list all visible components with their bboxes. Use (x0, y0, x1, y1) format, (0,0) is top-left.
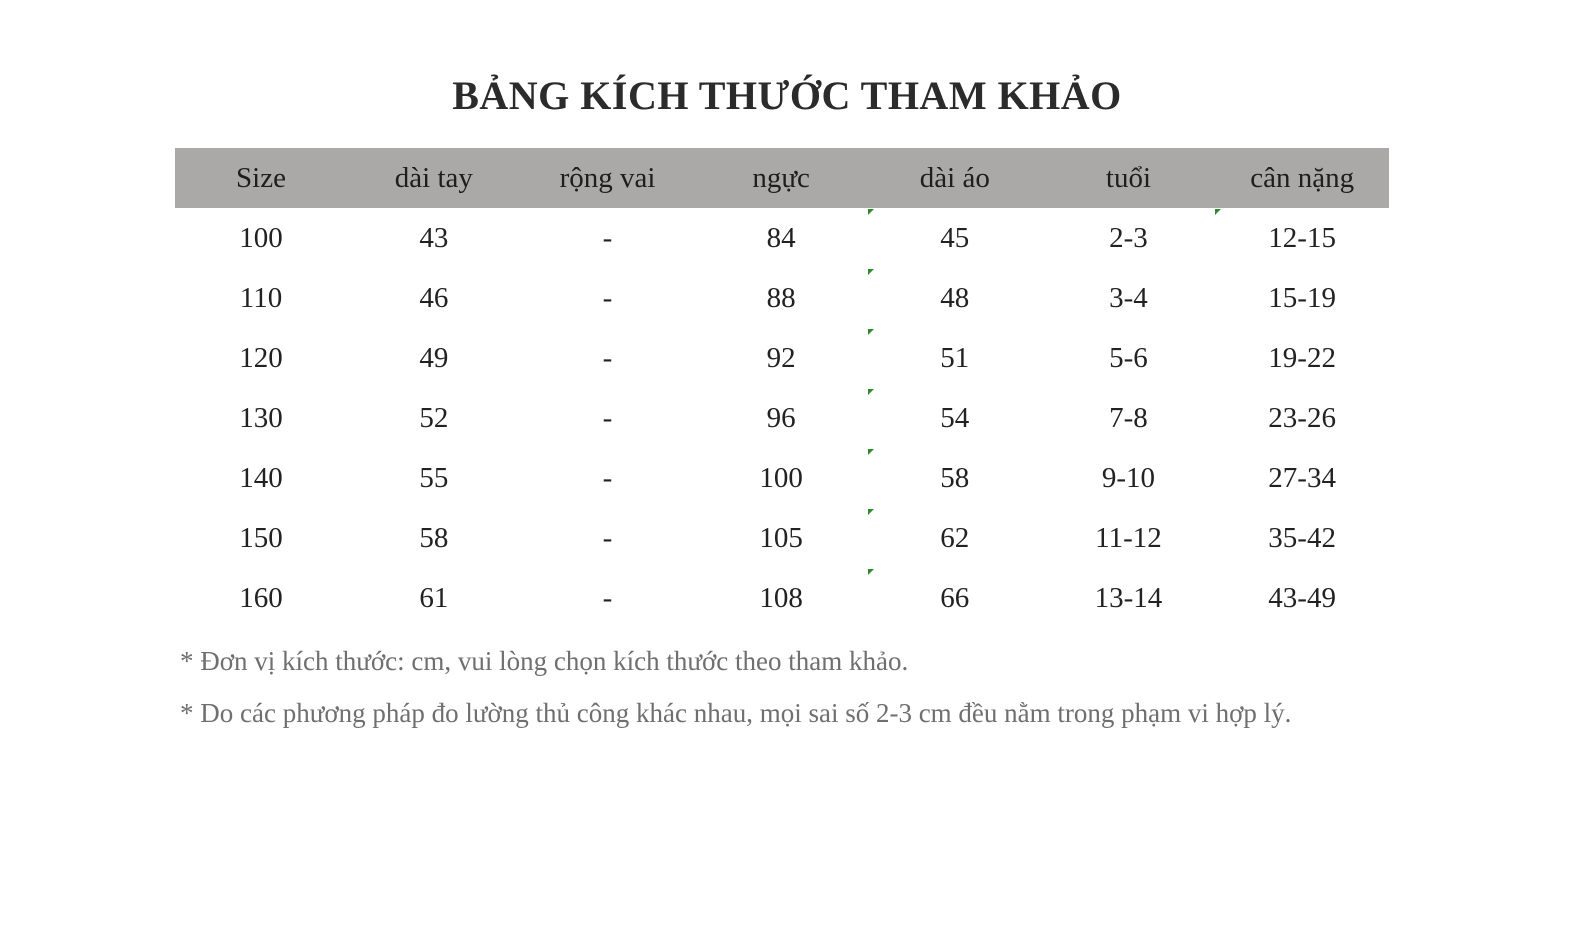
cell-age: 5-6 (1109, 341, 1148, 374)
cell-age: 2-3 (1109, 221, 1148, 254)
cell-age: 13-14 (1094, 581, 1163, 614)
size-chart-table (175, 148, 1389, 628)
cell-chest: 92 (766, 341, 796, 374)
cell-size: 110 (239, 281, 283, 314)
cell-shoulder-width: - (602, 581, 613, 614)
cell-chest: 108 (759, 581, 803, 614)
header-shoulder-width: rộng vai (521, 148, 695, 208)
cell-sleeve-length: 55 (419, 461, 449, 494)
cell-shirt-length-value: 62 (940, 521, 970, 554)
cell-chest: 96 (766, 401, 796, 434)
cell-shirt-length (868, 328, 1042, 388)
cell-shoulder-width: - (602, 521, 613, 554)
corner-marker (868, 209, 874, 215)
page-title: BẢNG KÍCH THƯỚC THAM KHẢO (452, 73, 1122, 118)
cell-sleeve-length: 52 (419, 401, 449, 434)
cell-weight: 43-49 (1268, 581, 1336, 614)
cell-chest: 100 (759, 461, 803, 494)
corner-marker (868, 269, 874, 275)
cell-sleeve-length: 46 (419, 281, 449, 314)
cell-shirt-length-value: 66 (940, 581, 970, 614)
header-chest: ngực (694, 148, 868, 208)
corner-marker (868, 329, 874, 335)
cell-chest: 105 (759, 521, 803, 554)
cell-weight: 15-19 (1268, 281, 1336, 314)
unit-note: * Đơn vị kích thước: cm, vui lòng chọn kích thước theo tham khảo. (180, 646, 909, 676)
cell-sleeve-length: 49 (419, 341, 449, 374)
cell-size: 100 (239, 221, 283, 254)
corner-marker (868, 509, 874, 515)
cell-shirt-length-value: 54 (940, 401, 970, 434)
cell-shirt-length-value: 58 (940, 461, 970, 494)
cell-shirt-length-value: 45 (940, 221, 970, 254)
cell-weight: 35-42 (1268, 521, 1336, 554)
cell-age: 9-10 (1101, 461, 1156, 494)
cell-shirt-length (868, 388, 1042, 448)
cell-shoulder-width: - (602, 221, 613, 254)
cell-size: 150 (239, 521, 283, 554)
cell-size: 140 (239, 461, 283, 494)
header-size: Size (175, 148, 347, 208)
cell-weight-value: 12-15 (1268, 221, 1336, 254)
cell-shoulder-width: - (602, 401, 613, 434)
header-weight: cân nặng (1215, 148, 1389, 208)
cell-weight (1215, 208, 1389, 268)
cell-shirt-length-value: 51 (940, 341, 970, 374)
header-age: tuổi (1042, 148, 1216, 208)
cell-shirt-length (868, 568, 1042, 628)
cell-shirt-length-value: 48 (940, 281, 970, 314)
cell-sleeve-length: 43 (419, 221, 449, 254)
cell-shirt-length (868, 448, 1042, 508)
table-row (175, 508, 1389, 568)
cell-shoulder-width: - (602, 281, 613, 314)
cell-sleeve-length: 61 (419, 581, 449, 614)
table-row (175, 328, 1389, 388)
cell-weight: 27-34 (1268, 461, 1336, 494)
cell-age: 3-4 (1109, 281, 1148, 314)
cell-shoulder-width: - (602, 341, 613, 374)
cell-shirt-length (868, 268, 1042, 328)
table-row (175, 568, 1389, 628)
cell-shoulder-width: - (602, 461, 613, 494)
table-row (175, 268, 1389, 328)
cell-size: 160 (239, 581, 283, 614)
table-row (175, 208, 1389, 268)
cell-shirt-length (868, 208, 1042, 268)
header-shirt-length: dài áo (868, 148, 1042, 208)
cell-chest: 84 (766, 221, 796, 254)
cell-size: 130 (239, 401, 283, 434)
cell-chest: 88 (766, 281, 796, 314)
corner-marker (868, 449, 874, 455)
table-header-row (175, 148, 1389, 208)
cell-weight: 23-26 (1268, 401, 1336, 434)
cell-age: 7-8 (1109, 401, 1148, 434)
cell-sleeve-length: 58 (419, 521, 449, 554)
table-row (175, 388, 1389, 448)
cell-shirt-length (868, 508, 1042, 568)
corner-marker (868, 389, 874, 395)
cell-age: 11-12 (1095, 521, 1162, 554)
corner-marker (1215, 209, 1221, 215)
tolerance-note: * Do các phương pháp đo lường thủ công khác nhau, mọi sai số 2-3 cm đều nằm trong phạm vi hợp lý. (180, 698, 1292, 728)
cell-size: 120 (239, 341, 283, 374)
corner-marker (868, 569, 874, 575)
table-row (175, 448, 1389, 508)
cell-weight: 19-22 (1268, 341, 1336, 374)
header-sleeve-length: dài tay (347, 148, 521, 208)
